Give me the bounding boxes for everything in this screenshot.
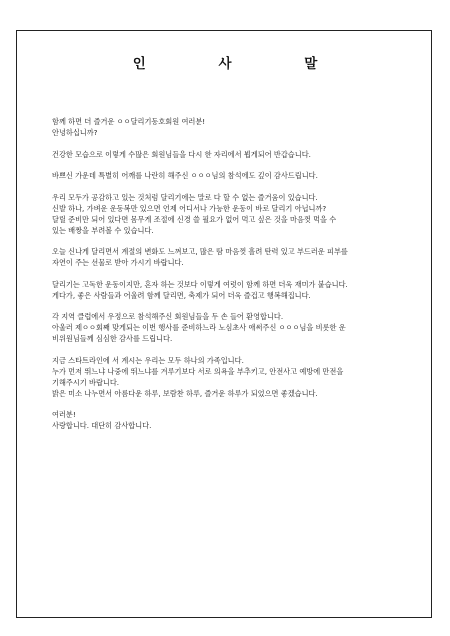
paragraph-line: 함께 하면 더 즐거운 ㅇㅇ달리기동호회원 여러분! [52,117,206,126]
body-paragraph [52,355,404,399]
paragraph-line: 지금 스타트라인에 서 계시는 우리는 모두 하나의 가족입니다. [52,355,244,365]
body-paragraph [52,311,404,344]
paragraph-line: 건강한 모습으로 이렇게 수많은 회원님들을 다시 한 자리에서 뵙게되어 반갑습니다. [52,149,311,159]
body-paragraph [52,149,404,160]
body-paragraph [52,246,404,268]
paragraph-line: 사랑합니다. 대단히 감사합니다. [52,421,152,430]
paragraph-line: 달릴 준비만 되어 있다면 몸무게 조절에 신경 쓸 필요가 없어 먹고 싶은 것을 마음껏 먹을 수 [52,214,337,224]
paragraph-line: 아울러 제ㅇㅇ회째 맞게되는 이번 행사를 준비하느라 노심초사 애써주신 ㅇㅇㅇ님을 비롯한 운 [52,323,346,332]
document-title: 인 사 말 [132,56,352,72]
paragraph-line: 밝은 미소 나누면서 아름다운 하루, 보람찬 하루, 즐거운 하루가 되었으면 좋겠습니다. [52,388,318,398]
document-body [52,116,404,442]
paragraph-line: 오늘 신나게 달리면서 계절의 변화도 느껴보고, 많은 땀 마음껏 흘려 탄력 있고 부드러운 피부를 [52,247,348,256]
paragraph-line: 달리기는 고독한 운동이지만, 혼자 하는 것보다 이렇게 여럿이 함께 하면 더욱 재미가 붙습니다. [52,279,348,289]
body-paragraph [52,192,404,236]
paragraph-line: 안녕하십니까? [52,128,98,137]
paragraph-line: 비위원님들께 심심한 감사를 드립니다. [52,334,173,343]
paragraph-line: 바쁘신 가운데 특별히 어깨를 나란히 해주신 ㅇㅇㅇ님의 참석에도 깊이 감사드립니다. [52,171,318,180]
body-paragraph [52,279,404,301]
paragraph-line: 각 지역 클럽에서 우정으로 참석해주신 회원님들을 두 손 들어 환영합니다. [52,312,284,321]
paragraph-line: 여러분! [52,410,76,419]
paragraph-line: 누가 먼저 뛰느냐 나중에 뛰느냐를 겨루기보다 서로 의욕을 부추키고, 안전사고 예방에 만전을 [52,366,344,376]
paragraph-line: 게다가, 좋은 사람들과 어울려 함께 달리면, 축제가 되어 더욱 즐겁고 행복해집니다. [52,290,311,300]
paragraph-line: 자연이 주는 선물로 받아 가시기 바랍니다. [52,258,184,267]
paragraph-line: 기해주시기 바랍니다. [52,377,120,387]
body-paragraph [52,116,404,138]
body-paragraph [52,409,404,431]
paragraph-line: 있는 배짱을 부려볼 수 있습니다. [52,225,154,235]
body-paragraph [52,170,404,181]
paragraph-line: 우리 모두가 공감하고 있는 것처럼 달리기에는 말로 다 할 수 없는 즐거움이 있습니다. [52,192,318,202]
paragraph-line: 신발 하나, 가벼운 운동복만 있으면 언제 어디서나 가능한 운동이 바로 달리기 아닙니까? [52,203,327,213]
